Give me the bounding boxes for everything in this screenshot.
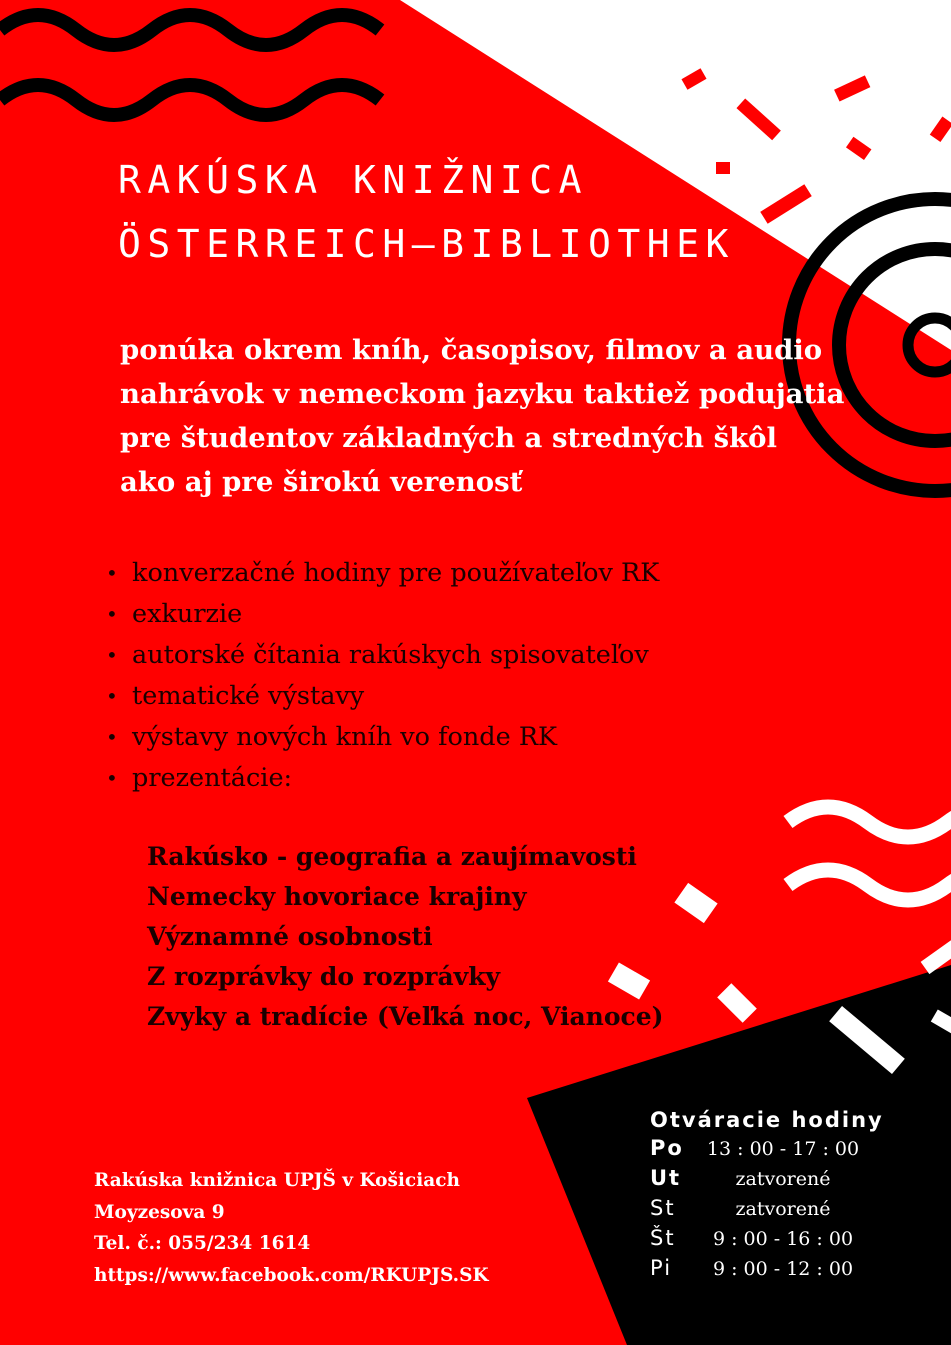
activity-item: • konverzačné hodiny pre používateľov RK (104, 553, 659, 594)
bullet-icon: • (106, 643, 118, 667)
hours-time: zatvorené (735, 1168, 831, 1190)
hours-time: 9 : 00 - 12 : 00 (712, 1258, 854, 1280)
presentation-item: Z rozprávky do rozprávky (147, 962, 501, 991)
activities-list (104, 553, 659, 799)
contact-name: Rakúska knižnica UPJŠ v Košiciach (94, 1170, 460, 1191)
bullet-icon: • (106, 766, 118, 790)
library-title-slovak: RAKÚSKA KNIŽNICA (118, 158, 589, 202)
activity-item: • tematické výstavy (104, 676, 659, 717)
intro-paragraph (120, 328, 860, 504)
hours-row (650, 1256, 884, 1286)
hours-day: St (650, 1196, 676, 1220)
presentation-item: Rakúsko - geografia a zaujímavosti (147, 842, 637, 871)
intro-line: ako aj pre širokú verenosť (120, 466, 523, 498)
hours-day: Ut (650, 1166, 682, 1190)
intro-line: nahrávok v nemeckom jazyku taktiež podujatia (120, 378, 845, 410)
presentation-item: Významné osobnosti (147, 922, 433, 951)
activity-item: • autorské čítania rakúskych spisovateľov (104, 635, 659, 676)
hours-row (650, 1226, 884, 1256)
contact-block (94, 1165, 489, 1291)
contact-address: Moyzesova 9 (94, 1201, 225, 1223)
bullet-icon: • (106, 561, 118, 585)
presentation-item: Nemecky hovoriace krajiny (147, 882, 527, 911)
hours-day: Št (650, 1226, 676, 1250)
contact-facebook-link[interactable]: https://www.facebook.com/RKUPJS.SK (94, 1264, 489, 1286)
activity-item: • prezentácie: (104, 758, 659, 799)
intro-line: ponúka okrem kníh, časopisov, filmov a audio (120, 334, 823, 366)
bullet-icon: • (106, 725, 118, 749)
bullet-icon: • (106, 684, 118, 708)
white-wave-decoration (788, 807, 951, 968)
hours-row (650, 1166, 884, 1196)
hours-row (650, 1136, 884, 1166)
hours-row (650, 1196, 884, 1226)
hours-time: 9 : 00 - 16 : 00 (712, 1228, 854, 1250)
activity-item: • výstavy nových kníh vo fonde RK (104, 717, 659, 758)
intro-line: pre študentov základných a stredných škôl (120, 422, 777, 454)
library-title-german: ÖSTERREICH–BIBLIOTHEK (118, 222, 735, 266)
hours-day: Po (650, 1136, 684, 1160)
hours-day: Pi (650, 1256, 673, 1280)
activity-item: • exkurzie (104, 594, 659, 635)
opening-hours-title: Otváracie hodiny (650, 1108, 884, 1132)
contact-phone: Tel. č.: 055/234 1614 (94, 1233, 311, 1254)
hours-time: 13 : 00 - 17 : 00 (706, 1138, 860, 1160)
presentation-item: Zvyky a tradície (Veľká noc, Vianoce) (147, 1002, 664, 1031)
presentations-list (147, 837, 663, 1037)
bullet-icon: • (106, 602, 118, 626)
opening-hours (650, 1108, 884, 1286)
black-wave-decoration (0, 15, 380, 115)
hours-time: zatvorené (735, 1198, 831, 1220)
